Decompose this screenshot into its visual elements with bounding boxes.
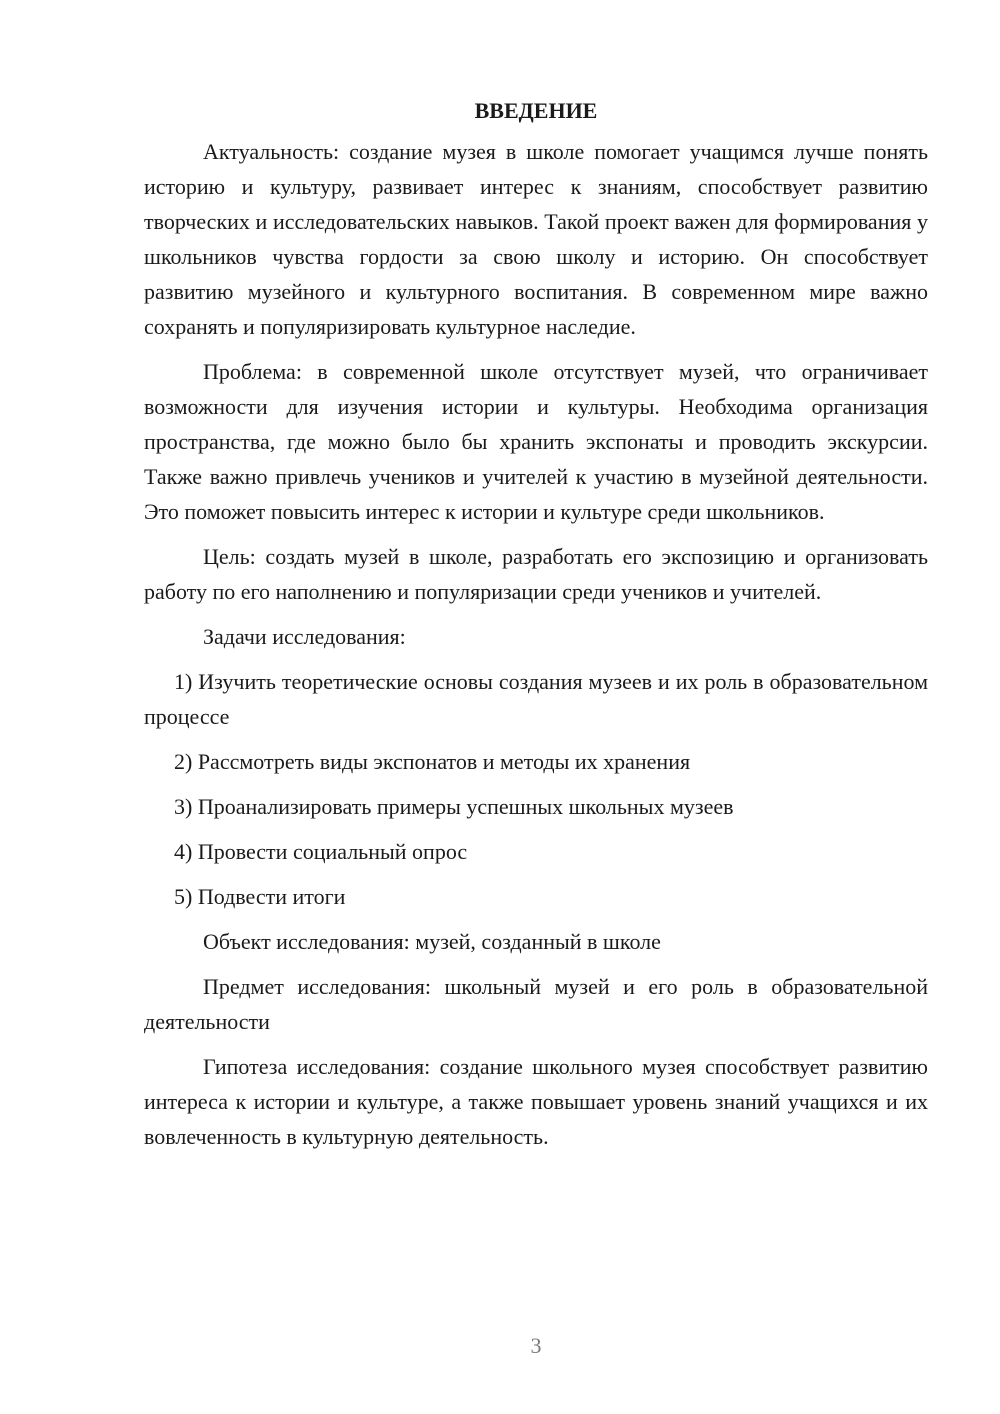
page-title: ВВЕДЕНИЕ [474, 98, 598, 123]
tasks-list [144, 664, 928, 914]
tasks-heading: Задачи исследования: [203, 624, 406, 649]
object-paragraph: Объект исследования: музей, созданный в школе [203, 929, 661, 954]
subject-paragraph: Предмет исследования: школьный музей и его роль в образовательной деятельности [144, 974, 928, 1034]
task-item: 4) Провести социальный опрос [174, 839, 468, 864]
task-item: 3) Проанализировать примеры успешных школьных музеев [174, 794, 734, 819]
task-item: 2) Рассмотреть виды экспонатов и методы их хранения [174, 749, 691, 774]
hypothesis-paragraph: Гипотеза исследования: создание школьного музея способствует развитию интереса к истории и культуре, а также повышает уровень знаний учащихся и их вовлеченность в культурную деятельность. [144, 1054, 928, 1149]
goal-paragraph: Цель: создать музей в школе, разработать его экспозицию и организовать работу по его наполнению и популяризации среди учеников и учителей. [144, 544, 928, 604]
relevance-paragraph: Актуальность: создание музея в школе помогает учащимся лучше понять историю и культуру, развивает интерес к знаниям, способствует развитию творческих и исследовательских навыков. Такой проект важен для формирования у школьников чувства гордости за свою школу и историю. Он способствует развитию музейного и культурного воспитания. В современном мире важно сохранять и популяризировать культурное наследие. [144, 139, 928, 339]
page-content [144, 93, 928, 1164]
page-number: 3 [530, 1333, 542, 1358]
problem-paragraph: Проблема: в современной школе отсутствует музей, что ограничивает возможности для изучения истории и культуры. Необходима организация пространства, где можно было бы хранить экспонаты и проводить экскурсии. Также важно привлечь учеников и учителей к участию в музейной деятельности. Это поможет повысить интерес к истории и культуре среди школьников. [144, 359, 928, 524]
task-item: 1) Изучить теоретические основы создания музеев и их роль в образовательном процессе [144, 669, 928, 729]
task-item: 5) Подвести итоги [174, 884, 346, 909]
